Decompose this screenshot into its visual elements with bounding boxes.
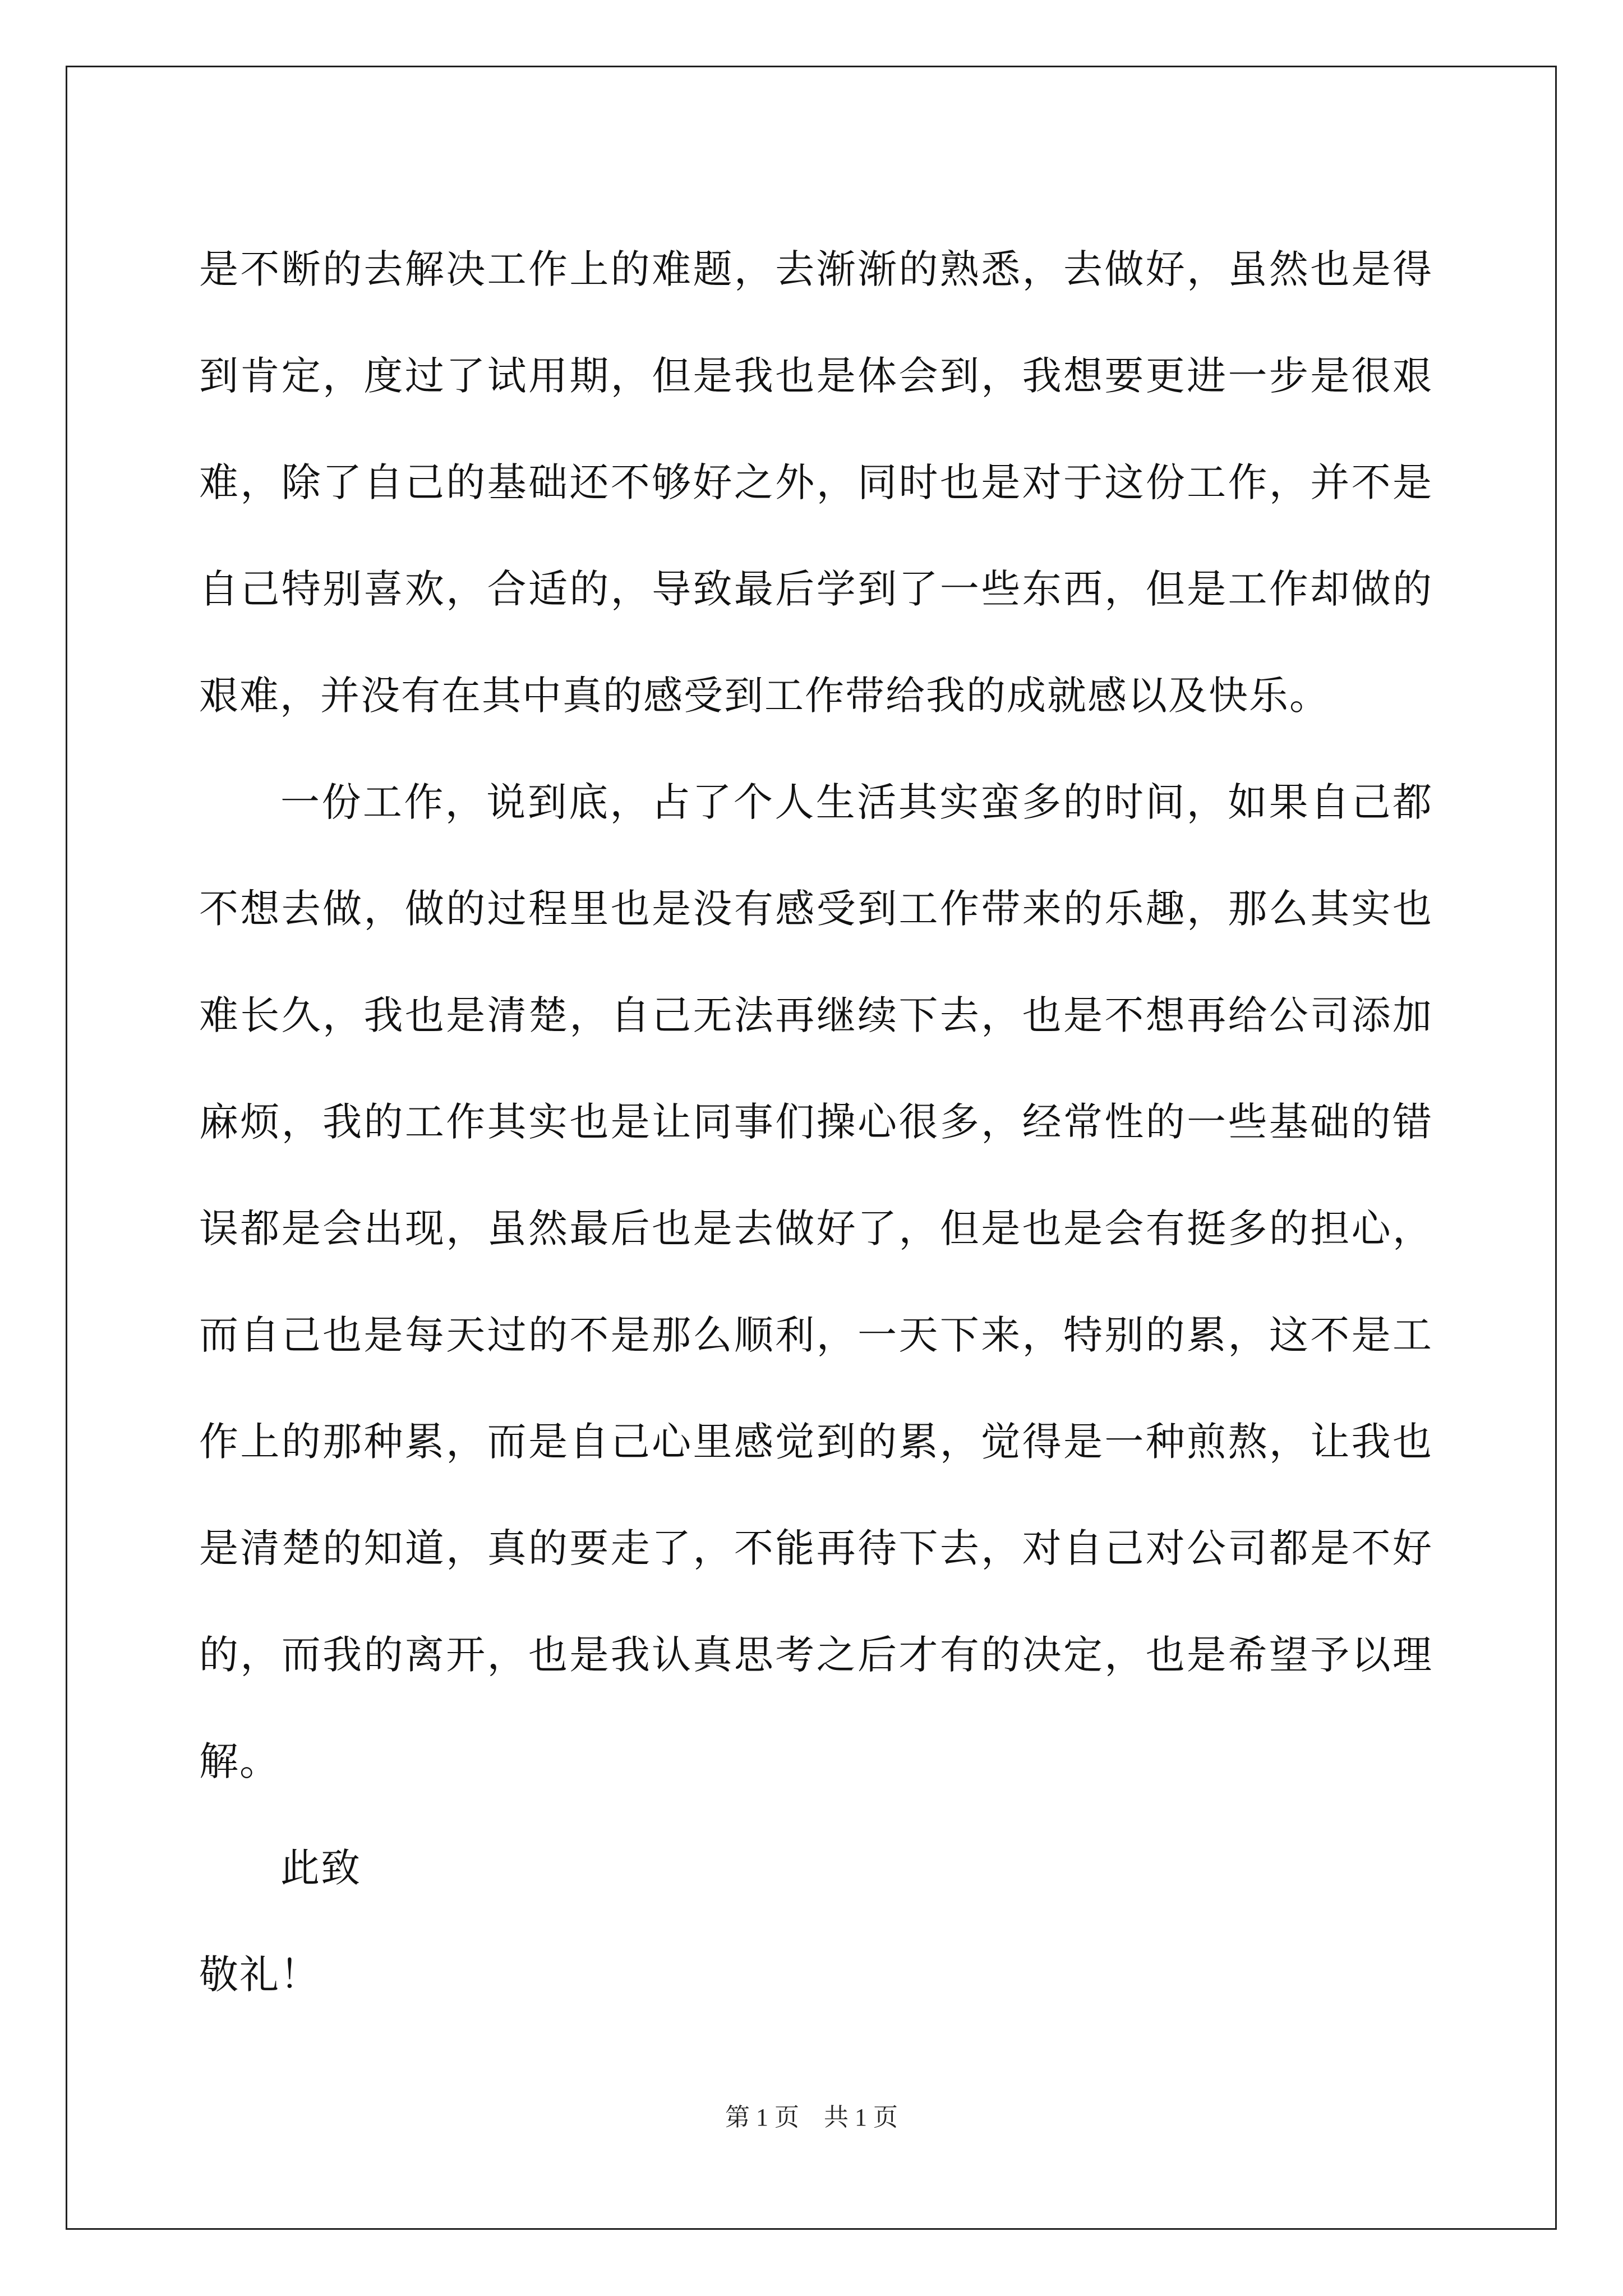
paragraph-line: 自己特别喜欢，合适的，导致最后学到了一些东西，但是工作却做的 [199, 566, 1433, 612]
closing-regards: 敬礼！ [199, 1952, 320, 1998]
closing-salutation: 此致 [280, 1845, 361, 1891]
paragraph-line: 是清楚的知道，真的要走了，不能再待下去，对自己对公司都是不好 [199, 1525, 1433, 1571]
paragraph-line: 不想去做，做的过程里也是没有感受到工作带来的乐趣，那么其实也 [199, 886, 1433, 932]
paragraph-line: 解。 [199, 1738, 280, 1784]
page-number-footer: 第 1 页 共 1 页 [725, 2104, 898, 2131]
letter-body [199, 216, 1433, 2028]
paragraph-line: 而自己也是每天过的不是那么顺利，一天下来，特别的累，这不是工 [199, 1312, 1433, 1358]
paragraph-line: 难，除了自己的基础还不够好之外，同时也是对于这份工作，并不是 [199, 459, 1433, 505]
paragraph-line: 艰难，并没有在其中真的感受到工作带给我的成就感以及快乐。 [199, 673, 1330, 719]
paragraph-line: 到肯定，度过了试用期，但是我也是体会到，我想要更进一步是很艰 [199, 353, 1433, 399]
paragraph-line: 的，而我的离开，也是我认真思考之后才有的决定，也是希望予以理 [199, 1632, 1433, 1678]
paragraph-line: 难长久，我也是清楚，自己无法再继续下去，也是不想再给公司添加 [199, 992, 1433, 1038]
paragraph-line: 误都是会出现，虽然最后也是去做好了，但是也是会有挺多的担心， [199, 1205, 1433, 1251]
paragraph-line: 麻烦，我的工作其实也是让同事们操心很多，经常性的一些基础的错 [199, 1099, 1433, 1145]
paragraph-line: 是不断的去解决工作上的难题，去渐渐的熟悉，去做好，虽然也是得 [199, 246, 1433, 292]
paragraph-line: 作上的那种累，而是自己心里感觉到的累，觉得是一种煎熬，让我也 [199, 1419, 1433, 1465]
paragraph-line: 一份工作，说到底，占了个人生活其实蛮多的时间，如果自己都 [280, 779, 1433, 825]
